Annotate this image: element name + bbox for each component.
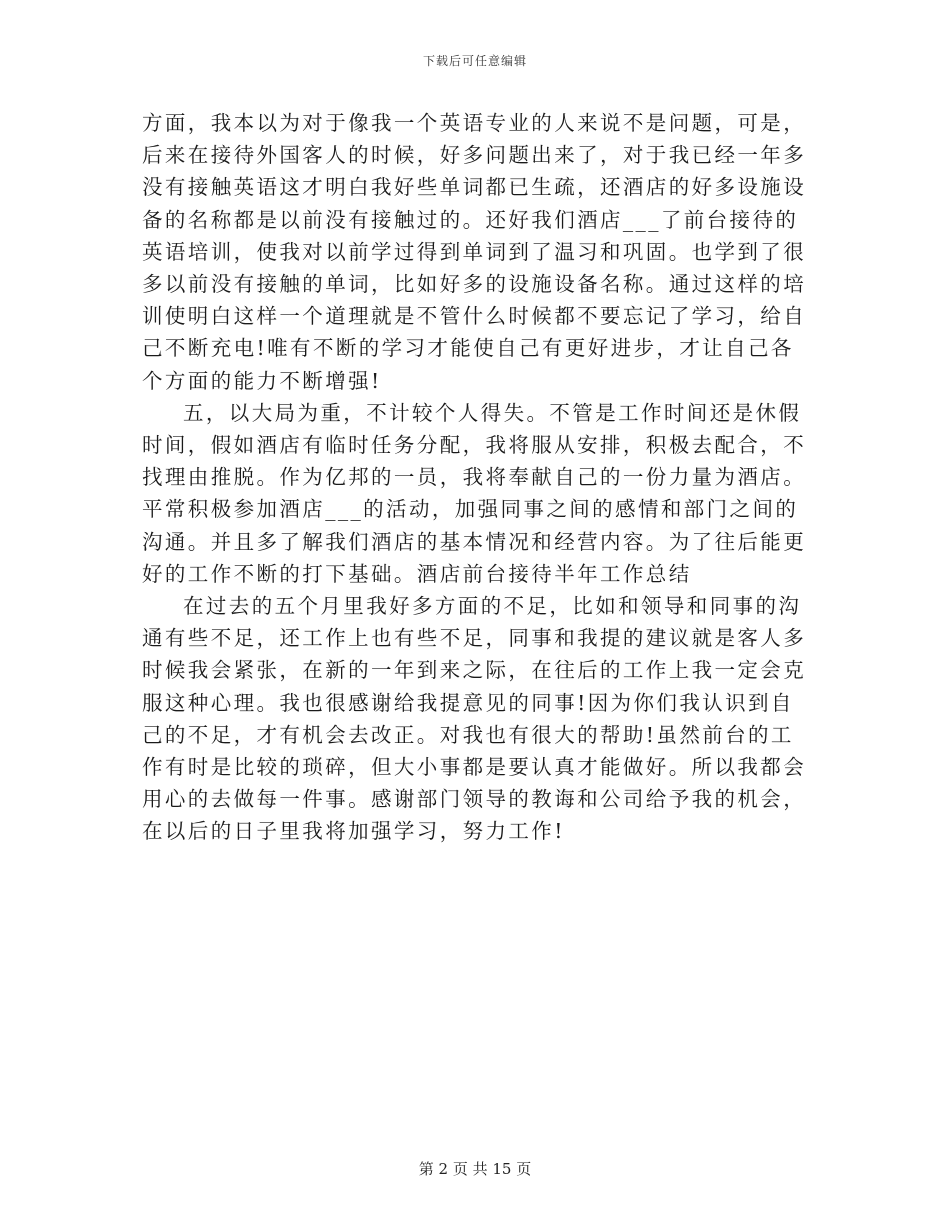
document-body (142, 107, 810, 848)
page-number-footer: 第 2 页 共 15 页 (418, 1160, 532, 1178)
paragraph-2: 五，以大局为重，不计较个人得失。不管是工作时间还是休假时间，假如酒店有临时任务分配，我将服从安排，积极去配合，不找理由推脱。作为亿邦的一员，我将奉献自己的一份力量为酒店。平常积极参加酒店___的活动，加强同事之间的感情和部门之间的沟通。并且多了解我们酒店的基本情况和经营内容。为了往后能更好的工作不断的打下基础。酒店前台接待半年工作总结 (142, 400, 807, 586)
page-header-note: 下载后可任意编辑 (422, 54, 527, 68)
paragraph-3: 在过去的五个月里我好多方面的不足，比如和领导和同事的沟通有些不足，还工作上也有些不足，同事和我提的建议就是客人多时候我会紧张，在新的一年到来之际，在往后的工作上我一定会克服这种心理。我也很感谢给我提意见的同事!因为你们我认识到自己的不足，才有机会去改正。对我也有很大的帮助!虽然前台的工作有时是比较的琐碎，但大小事都是要认真才能做好。所以我都会用心的去做每一件事。感谢部门领导的教诲和公司给予我的机会，在以后的日子里我将加强学习，努力工作! (142, 594, 807, 844)
paragraph-1: 方面，我本以为对于像我一个英语专业的人来说不是问题，可是，后来在接待外国客人的时候，好多问题出来了，对于我已经一年多没有接触英语这才明白我好些单词都已生疏，还酒店的好多设施设备的名称都是以前没有接触过的。还好我们酒店___了前台接待的英语培训，使我对以前学过得到单词到了温习和巩固。也学到了很多以前没有接触的单词，比如好多的设施设备名称。通过这样的培训使明白这样一个道理就是不管什么时候都不要忘记了学习，给自己不断充电!唯有不断的学习才能使自己有更好进步，才让自己各个方面的能力不断增强! (142, 111, 807, 393)
